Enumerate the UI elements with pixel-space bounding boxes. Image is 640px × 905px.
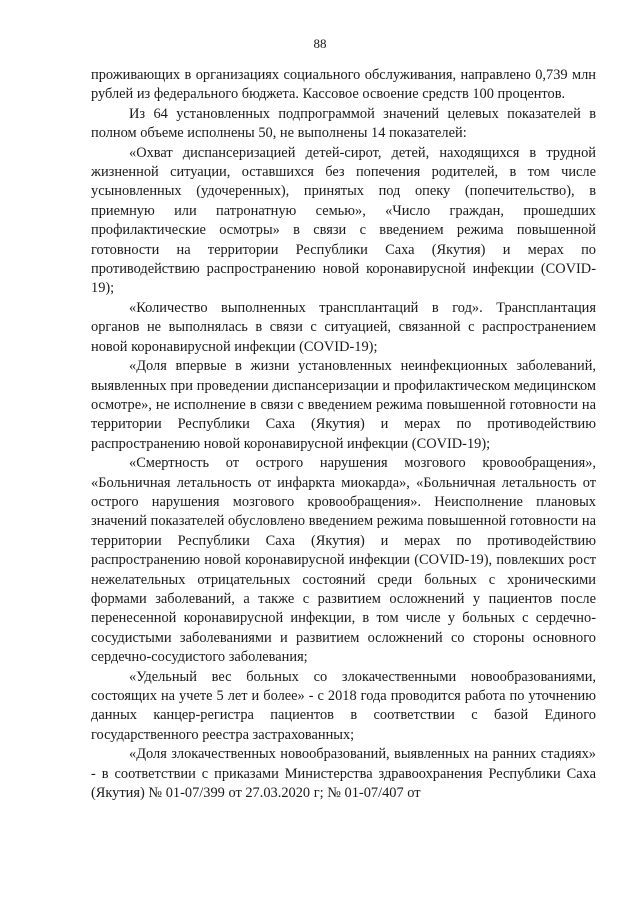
paragraph-oncology-registry: «Удельный вес больных со злокачественными новообразованиями, состоящих на учете 5 лет и более» - с 2018 года проводится работа по уточнению данных канцер-регистра пациентов в соответствии с базой Единого государственного реестра застрахованных; bbox=[91, 668, 596, 743]
paragraph-mortality: «Смертность от острого нарушения мозгового кровообращения», «Больничная летальность от инфаркта миокарда», «Больничная летальность от острого нарушения мозгового кровообращения». Неисполнение плановых значений показателей обусловлено введением режима повышенной готовности на территории Республики Саха (Якутия) и мерах по противодействию распространению новой коронавирусной инфекции (COVID-19), повлекших рост нежелательных отрицательных состояний среди больных с хроническими формами заболеваний, а также с развитием осложнений у пациентов после перенесенной коронавирусной инфекции, в том числе у больных с сердечно-сосудистыми заболеваниями и развитием осложнений со стороны основного сердечно-сосудистого заболевания; bbox=[91, 455, 596, 666]
paragraph-continuation: проживающих в организациях социального обслуживания, направлено 0,739 млн рублей из федерального бюджета. Кассовое освоение средств 100 процентов. bbox=[91, 67, 596, 103]
paragraph-transplantation: «Количество выполненных трансплантаций в год». Трансплантация органов не выполнялась в связи с ситуацией, связанной с распространением новой коронавирусной инфекции (COVID-19); bbox=[91, 299, 596, 355]
paragraph-dispanserization: «Охват диспансеризацией детей-сирот, детей, находящихся в трудной жизненной ситуации, оставшихся без попечения родителей, в том числе усыновленных (удочеренных), принятых под опеку (попечительство), в приемную или патронатную семью», «Число граждан, прошедших профилактические осмотры» в связи с введением режима повышенной готовности на территории Республики Саха (Якутия) и мерах по противодействию распространению новой коронавирусной инфекции (COVID-19); bbox=[91, 144, 596, 297]
page-number: 88 bbox=[313, 36, 327, 51]
paragraph-early-stage-neoplasms: «Доля злокачественных новообразований, выявленных на ранних стадиях» - в соответствии с приказами Министерства здравоохранения Республики Саха (Якутия) № 01-07/399 от 27.03.2020 г; № 01-07/407 от bbox=[91, 746, 596, 802]
paragraph-noninfectious-diseases: «Доля впервые в жизни установленных неинфекционных заболеваний, выявленных при проведении диспансеризации и профилактическом медицинском осмотре», не исполнение в связи с введением режима повышенной готовности на территории Республики Саха (Якутия) и мерах по противодействию распространению новой коронавирусной инфекции (COVID-19); bbox=[91, 358, 596, 452]
paragraph-indicators-summary: Из 64 установленных подпрограммой значений целевых показателей в полном объеме исполнены 50, не выполнены 14 показателей: bbox=[91, 105, 596, 142]
document-body bbox=[91, 66, 596, 803]
